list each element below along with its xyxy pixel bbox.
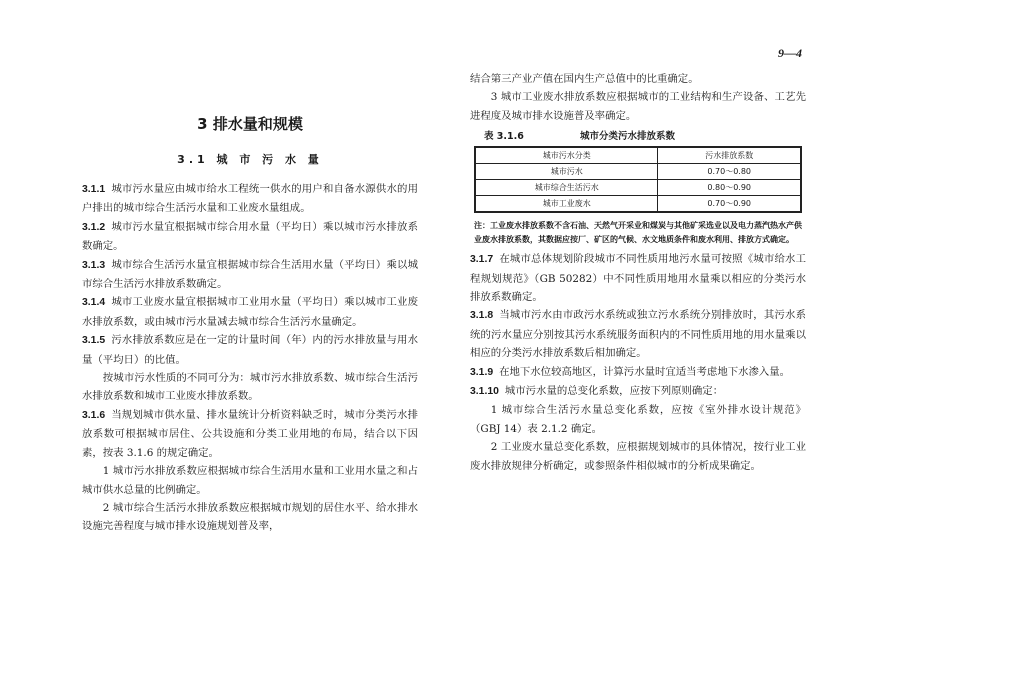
clause-3-1-6 bbox=[82, 406, 418, 462]
clause-text: 在城市总体规划阶段城市不同性质用地污水量可按照《城市给水工程规划规范》（GB 50282）中不同性质用地用水量乘以相应的分类污水排放系数确定。 bbox=[470, 253, 806, 304]
table-number: 表 3.1.6 bbox=[484, 131, 524, 143]
clause-text: 1 城市污水排放系数应根据城市综合生活用水量和工业用水量之和占城市供水总量的比例确定。 bbox=[82, 465, 418, 496]
clause-text: 当城市污水由市政污水系统或独立污水系统分别排放时，其污水系统的污水量应分别按其污水系统服务面积内的不同性质用地的用水量乘以相应的分类污水排放系数后相加确定。 bbox=[470, 309, 806, 360]
clause-text: 污水排放系数应是在一定的计量时间（年）内的污水排放量与用水量（平均日）的比值。 bbox=[82, 334, 418, 366]
clause-text: 2 工业废水量总变化系数，应根据规划城市的具体情况，按行业工业废水排放规律分析确定，或参照条件相似城市的分析成果确定。 bbox=[470, 441, 806, 472]
clause-3-1-8 bbox=[470, 306, 806, 362]
clause-3-1-10-item-2 bbox=[470, 438, 806, 475]
clause-number: 3.1.7 bbox=[470, 254, 494, 266]
clause-number: 3.1.6 bbox=[82, 409, 106, 421]
table-title: 城市分类污水排放系数 bbox=[580, 131, 676, 143]
clause-number: 3.1.9 bbox=[470, 366, 494, 378]
clause-3-1-6-item-2-continued bbox=[470, 70, 806, 88]
clause-number: 3.1.10 bbox=[470, 386, 499, 398]
clause-3-1-6-item-2 bbox=[82, 499, 418, 536]
clause-3-1-10-item-1 bbox=[470, 401, 806, 438]
clause-text: 在地下水位较高地区，计算污水量时宜适当考虑地下水渗入量。 bbox=[499, 365, 791, 378]
clause-number: 3.1.1 bbox=[82, 184, 106, 195]
table-row bbox=[475, 164, 801, 180]
chapter-title: 3 排水量和规模 bbox=[197, 115, 303, 133]
clause-text: 3 城市工业废水排放系数应根据城市的工业结构和生产设备、工艺先进程度及城市排水设施普及率确定。 bbox=[470, 91, 806, 122]
page-number: 9—4 bbox=[778, 46, 802, 60]
clause-text: 当规划城市供水量、排水量统计分析资料缺乏时，城市分类污水排放系数可根据城市居住、公共设施和分类工业用地的布局，结合以下因素，按表 3.1.6 的规定确定。 bbox=[82, 408, 418, 459]
table-caption bbox=[470, 129, 806, 144]
clause-3-1-1 bbox=[82, 180, 418, 218]
table-header-cell: 污水排放系数 bbox=[658, 147, 801, 164]
clause-number: 3.1.2 bbox=[82, 221, 106, 233]
right-column bbox=[470, 70, 806, 475]
clause-3-1-6-item-3 bbox=[470, 88, 806, 125]
clause-text: 城市综合生活污水量宜根据城市综合生活用水量（平均日）乘以城市综合生活污水排放系数确定。 bbox=[82, 258, 418, 291]
clause-3-1-5-continued bbox=[82, 369, 418, 406]
clause-3-1-9 bbox=[470, 363, 806, 382]
table-cell: 0.70～0.90 bbox=[658, 196, 801, 213]
clause-text: 城市工业废水量宜根据城市工业用水量（平均日）乘以城市工业废水排放系数，或由城市污水量减去城市综合生活污水量确定。 bbox=[82, 296, 418, 328]
clause-number: 3.1.8 bbox=[470, 310, 494, 322]
clause-text: 城市污水量宜根据城市综合用水量（平均日）乘以城市污水排放系数确定。 bbox=[82, 220, 418, 253]
section-title: 3.1 城 市 污 水 量 bbox=[177, 153, 323, 166]
clause-text: 城市污水量应由城市给水工程统一供水的用户和自备水源供水的用户排出的城市综合生活污水量和工业废水量组成。 bbox=[82, 183, 418, 215]
clause-number: 3.1.3 bbox=[82, 259, 106, 271]
table-cell: 城市综合生活污水 bbox=[475, 180, 658, 196]
discharge-coefficient-table bbox=[474, 146, 802, 213]
table-row bbox=[475, 180, 801, 196]
clause-3-1-6-item-1 bbox=[82, 462, 418, 499]
clause-3-1-4 bbox=[82, 293, 418, 331]
clause-3-1-2 bbox=[82, 218, 418, 256]
clause-3-1-10 bbox=[470, 382, 806, 401]
clause-text: 按城市污水性质的不同可分为：城市污水排放系数、城市综合生活污水排放系数和城市工业废水排放系数。 bbox=[82, 372, 418, 403]
table-row bbox=[475, 196, 801, 213]
table-note: 注：工业废水排放系数不含石油、天然气开采业和煤炭与其他矿采选业以及电力蒸汽热水产供业废水排放系数，其数据应按厂、矿区的气候、水文地质条件和废水利用、排放方式确定。 bbox=[474, 221, 802, 244]
clause-text: 2 城市综合生活污水排放系数应根据城市规划的居住水平、给水排水设施完善程度与城市排水设施规划普及率， bbox=[82, 501, 418, 533]
table-cell: 城市污水 bbox=[475, 164, 658, 180]
table-header-cell: 城市污水分类 bbox=[475, 147, 658, 164]
clause-text: 结合第三产业产值在国内生产总值中的比重确定。 bbox=[470, 73, 699, 85]
clause-text: 1 城市综合生活污水量总变化系数，应按《室外排水设计规范》（GBJ 14）表 2.1.2 确定。 bbox=[470, 404, 806, 435]
clause-text: 城市污水量的总变化系数，应按下列原则确定： bbox=[504, 385, 724, 398]
table-cell: 0.80～0.90 bbox=[658, 180, 801, 196]
clause-3-1-5 bbox=[82, 331, 418, 369]
clause-3-1-7 bbox=[470, 250, 806, 306]
table-cell: 城市工业废水 bbox=[475, 196, 658, 213]
clause-number: 3.1.5 bbox=[82, 335, 106, 347]
clause-3-1-3 bbox=[82, 256, 418, 294]
table-cell: 0.70～0.80 bbox=[658, 164, 801, 180]
clause-number: 3.1.4 bbox=[82, 297, 106, 309]
table-header-row bbox=[475, 147, 801, 164]
left-column bbox=[82, 114, 418, 536]
